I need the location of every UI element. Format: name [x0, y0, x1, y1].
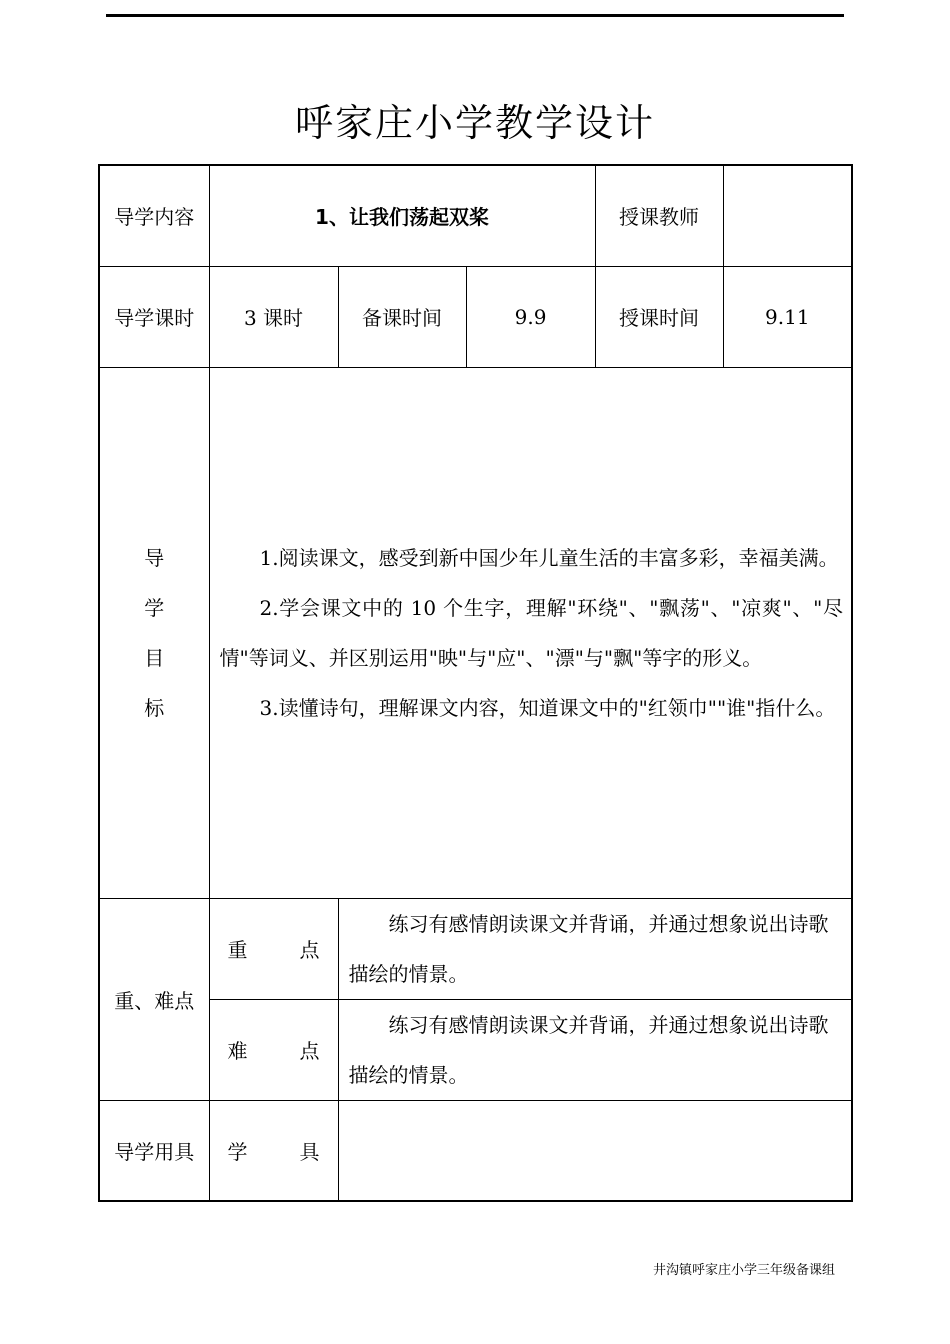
- label-difficult-char: 点: [299, 1039, 320, 1063]
- goals-label-char: 学: [144, 595, 165, 620]
- prep-time-value: 9.9: [466, 266, 595, 367]
- lesson-title: 1、让我们荡起双桨: [209, 165, 595, 266]
- label-tools: 导学用具: [99, 1100, 209, 1201]
- goal-item: 2.学会课文中的 10 个生字，理解"环绕"、"飘荡"、"凉爽"、"尽情"等词义、并区别运用"映"与"应"、"漂"与"飘"等字的形义。: [219, 595, 844, 670]
- row-content: [99, 165, 852, 266]
- label-periods: 导学课时: [99, 266, 209, 367]
- page-title: 呼家庄小学教学设计: [294, 101, 655, 145]
- key-point-text-cell: [338, 898, 852, 999]
- row-goals: [99, 367, 852, 898]
- difficult-point-text: 练习有感情朗读课文并背诵，并通过想象说出诗歌描绘的情景。: [348, 1012, 829, 1087]
- label-key-difficult: 重、难点: [99, 898, 209, 1100]
- label-prep-time: 备课时间: [338, 266, 466, 367]
- difficult-point-text-cell: [338, 999, 852, 1100]
- label-content: 导学内容: [99, 165, 209, 266]
- row-tools: [99, 1100, 852, 1201]
- goal-item: 1.阅读课文，感受到新中国少年儿童生活的丰富多彩，幸福美满。: [259, 545, 839, 570]
- goals-label-char: 导: [144, 545, 165, 570]
- label-difficult: [209, 999, 338, 1100]
- label-key-char: 点: [299, 938, 320, 962]
- label-student-char: 具: [299, 1139, 320, 1164]
- teacher-value: [723, 165, 852, 266]
- goals-label-char: 目: [144, 645, 165, 670]
- label-difficult-char: 难: [227, 1039, 248, 1063]
- goals-content: [209, 367, 852, 898]
- footer-note: 井沟镇呼家庄小学三年级备课组: [652, 1263, 835, 1278]
- label-student-tools: [209, 1100, 338, 1201]
- label-teacher: 授课教师: [595, 165, 723, 266]
- row-difficult-point: [99, 999, 852, 1100]
- goals-label-char: 标: [144, 695, 165, 720]
- lesson-plan-table: [98, 164, 853, 1202]
- header-rule: [106, 14, 844, 17]
- label-goals: [99, 367, 209, 898]
- key-point-text: 练习有感情朗读课文并背诵，并通过想象说出诗歌描绘的情景。: [348, 911, 829, 986]
- periods-value: 3 课时: [209, 266, 338, 367]
- label-teach-time: 授课时间: [595, 266, 723, 367]
- label-student-char: 学: [227, 1139, 248, 1164]
- row-key-point: [99, 898, 852, 999]
- row-periods: [99, 266, 852, 367]
- student-tools-value: [338, 1100, 852, 1201]
- teach-time-value: 9.11: [723, 266, 852, 367]
- label-key: [209, 898, 338, 999]
- goal-item: 3.读懂诗句，理解课文内容，知道课文中的"红领巾""谁"指什么。: [259, 695, 836, 720]
- label-key-char: 重: [227, 938, 248, 962]
